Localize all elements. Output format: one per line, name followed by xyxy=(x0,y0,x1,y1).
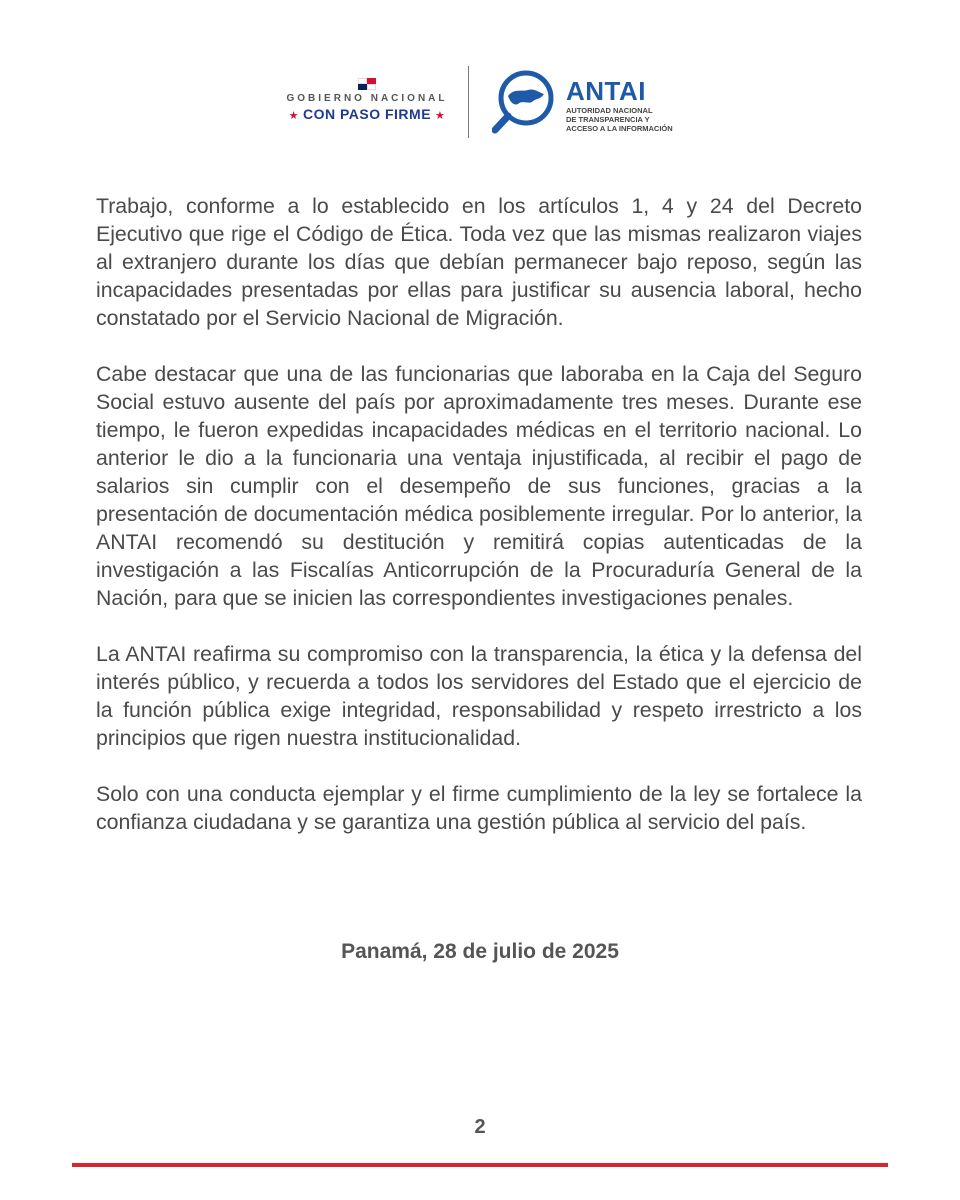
paragraph: Solo con una conducta ejemplar y el firme cumplimiento de la ley se fortalece la confianza ciudadana y se garantiza una gestión pública al servicio del país. xyxy=(96,782,862,834)
paragraph: Trabajo, conforme a lo establecido en los artículos 1, 4 y 24 del Decreto Ejecutivo que rige el Código de Ética. Toda vez que las mismas realizaron viajes al extranjero durante los días que debían permanecer bajo reposo, según las incapacidades presentadas por ellas para justificar su ausencia laboral, hecho constatado por el Servicio Nacional de Migración. xyxy=(96,194,862,330)
antai-name: ANTAI xyxy=(566,76,647,106)
paragraph: Cabe destacar que una de las funcionarias que laboraba en la Caja del Seguro Social estuvo ausente del país por aproximadamente tres meses. Durante ese tiempo, le fueron expedidas incapacidades médicas en el territorio nacional. Lo anterior le dio a la funcionaria una ventaja injustificada, al recibir el pago de salarios sin cumplir con el desempeño de sus funciones, gracias a la presentación de documentación médica posiblemente irregular. Por lo anterior, la ANTAI recomendó su destitución y remitirá copias autenticadas de la investigación a las Fiscalías Anticorrupción de la Procuraduría General de la Nación, para que se inicien las correspondientes investigaciones penales. xyxy=(96,362,862,610)
star-icon: ★ xyxy=(435,110,446,122)
document-date: Panamá, 28 de julio de 2025 xyxy=(341,940,619,963)
document-body xyxy=(96,192,862,864)
header-divider xyxy=(468,66,469,138)
panama-flag-icon xyxy=(358,78,376,90)
gobierno-nacional-logo xyxy=(282,78,452,122)
footer-rule xyxy=(72,1163,888,1167)
antai-logo xyxy=(492,70,692,134)
star-icon: ★ xyxy=(288,110,299,122)
page-number: 2 xyxy=(474,1116,486,1138)
antai-subtitle: AUTORIDAD NACIONAL DE TRANSPARENCIA Y ACCESO A LA INFORMACIÓN xyxy=(566,106,673,133)
con-paso-firme-text: ★ CON PASO FIRME ★ xyxy=(288,106,446,122)
magnifier-map-icon xyxy=(492,70,562,134)
paragraph: La ANTAI reafirma su compromiso con la transparencia, la ética y la defensa del interés público, y recuerda a todos los servidores del Estado que el ejercicio de la función pública exige integridad, responsabilidad y respeto irrestricto a los principios que rigen nuestra institucionalidad. xyxy=(96,642,862,750)
gobierno-nacional-text: GOBIERNO NACIONAL xyxy=(286,93,448,104)
letterhead xyxy=(0,60,960,140)
